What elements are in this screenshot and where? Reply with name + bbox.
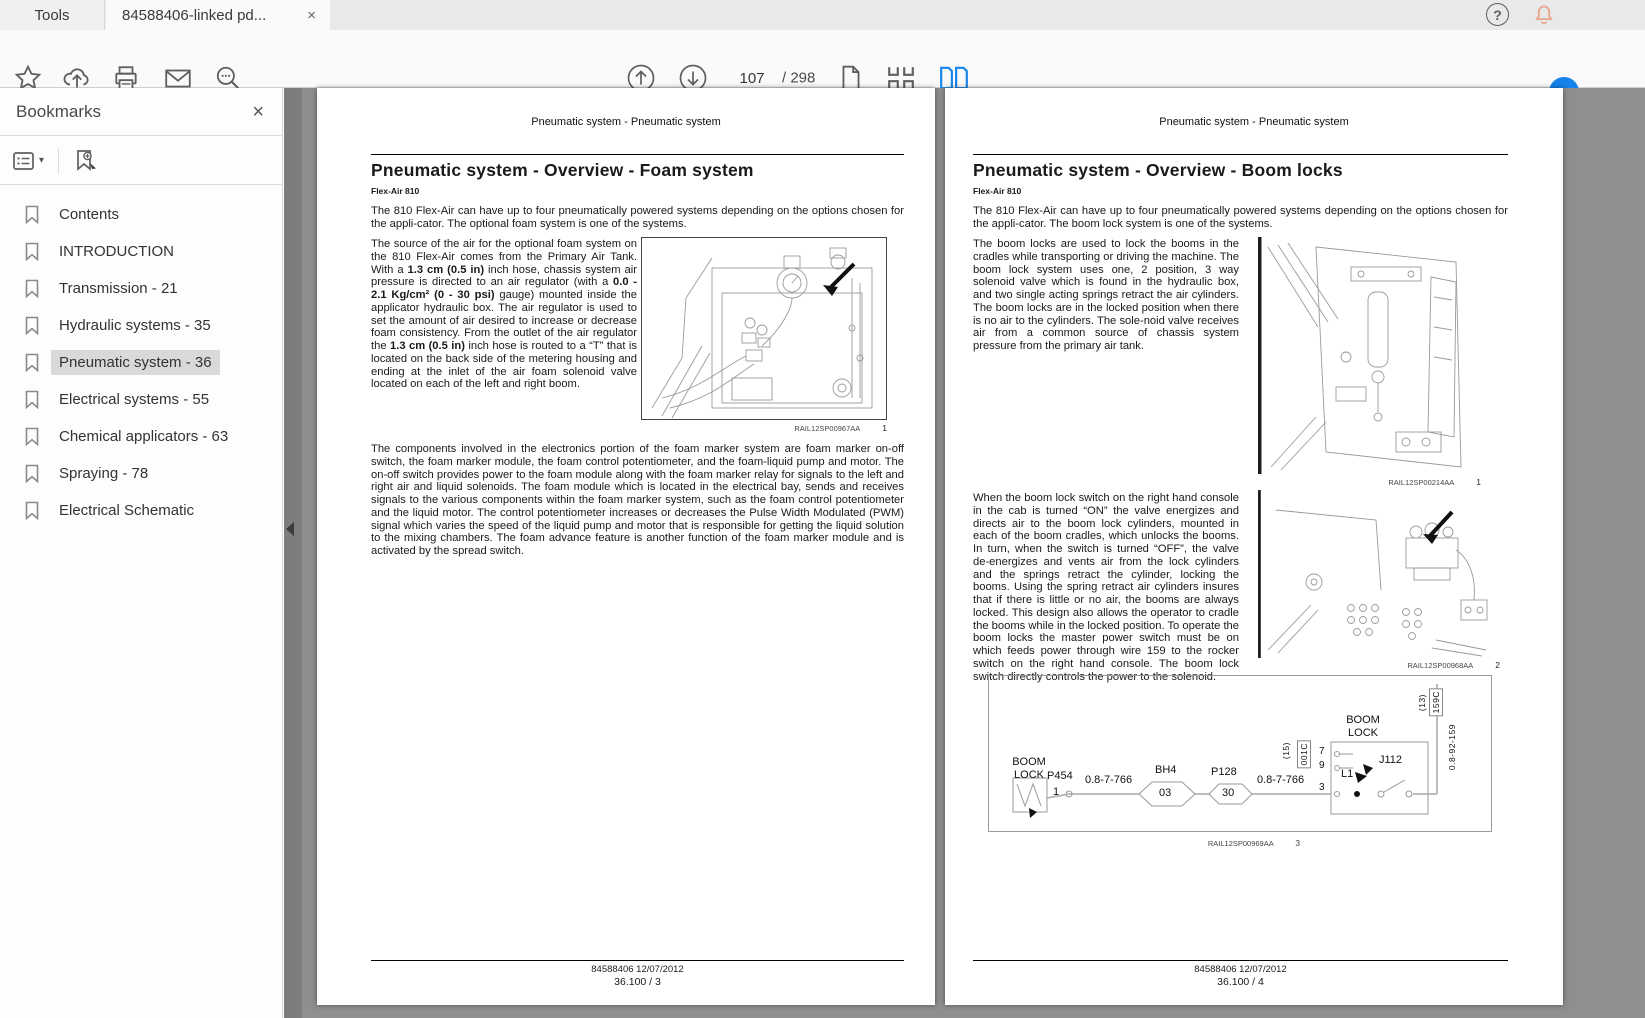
sidebar-item-introduction[interactable] <box>0 233 282 270</box>
sidebar-item-contents[interactable] <box>0 196 282 233</box>
figure-caption <box>1256 477 1481 487</box>
diagram-label-conn001c: 001C <box>1297 740 1311 768</box>
toolbar-separator <box>58 148 59 174</box>
sidebar-item-label: Spraying - 78 <box>59 465 149 482</box>
page-footer <box>973 960 1508 988</box>
figure-caption <box>1256 660 1500 670</box>
help-glyph: ? <box>1493 6 1502 23</box>
diagram-label-p454: P454 <box>1047 770 1073 782</box>
diagram-label-l1: L1 <box>1341 768 1354 780</box>
bookmark-flag-icon <box>24 205 40 224</box>
bookmark-options-icon[interactable] <box>12 150 44 172</box>
sidebar-item-label: Chemical applicators - 63 <box>59 428 229 445</box>
tab-tools-label: Tools <box>34 6 70 24</box>
figure-boom-lock-valve <box>1256 490 1500 658</box>
bookmarks-list <box>0 196 282 529</box>
footer-rule <box>371 960 904 961</box>
figure-caption <box>641 423 887 433</box>
bell-glyph <box>1533 4 1555 26</box>
sidebar-item-label: Contents <box>59 206 120 223</box>
title-rule <box>973 154 1508 155</box>
main-toolbar <box>0 30 1645 88</box>
chevron-down-icon: ▾ <box>39 155 45 166</box>
bookmark-flag-icon <box>24 353 40 372</box>
footer-page-number: 36.100 / 4 <box>1217 976 1264 988</box>
bookmark-flag-icon <box>24 242 40 261</box>
bookmark-flag-icon <box>24 464 40 483</box>
paragraph: The 810 Flex-Air can have up to four pneumatically powered systems depending on the options chosen for the appli-cator. The optional foam system is one of the systems. <box>371 205 904 230</box>
diagram-label-pin3: 3 <box>1319 782 1325 793</box>
running-header: Pneumatic system - Pneumatic system <box>531 116 721 128</box>
footer-page-number: 36.100 / 3 <box>614 976 661 988</box>
foam-system-drawing <box>642 238 886 419</box>
sidebar-item-hydraulic-systems[interactable] <box>0 307 282 344</box>
bookmark-flag-icon <box>24 427 40 446</box>
page-total-label: / 298 <box>782 69 816 87</box>
figure-foam-system <box>641 237 887 420</box>
section-title: Pneumatic system - Overview - Foam system <box>371 160 754 180</box>
diagram-label-bh4: BH4 <box>1155 764 1177 776</box>
sidebar-item-label: Pneumatic system - 36 <box>51 350 220 375</box>
bookmarks-title: Bookmarks <box>16 101 102 121</box>
panel-splitter[interactable] <box>284 88 302 1018</box>
model-label: Flex-Air 810 <box>973 186 1022 196</box>
diagram-label-boom-lock-right: BOOM LOCK <box>1346 714 1380 739</box>
boom-cradle-drawing <box>1256 237 1481 474</box>
pdf-page-right <box>945 88 1563 1005</box>
section-title: Pneumatic system - Overview - Boom locks <box>973 160 1343 180</box>
model-label: Flex-Air 810 <box>371 186 420 196</box>
boom-lock-valve-drawing <box>1256 490 1500 658</box>
diagram-label-boom-lock-left: BOOM LOCK <box>1012 756 1046 781</box>
figure-caption-code: RAIL12SP00214AA <box>1388 478 1455 487</box>
sidebar-item-label: Electrical Schematic <box>59 502 195 519</box>
wiring-lines <box>989 676 1491 831</box>
diagram-label-pin9: 9 <box>1319 760 1325 771</box>
tab-document[interactable] <box>106 0 330 30</box>
pdf-page-left <box>317 88 935 1005</box>
collapse-panel-icon[interactable] <box>286 522 294 536</box>
diagram-label-pin1: 1 <box>1053 786 1060 798</box>
notifications-bell-icon[interactable] <box>1533 4 1555 26</box>
running-header: Pneumatic system - Pneumatic system <box>1159 116 1349 128</box>
document-canvas <box>302 88 1645 1018</box>
bookmark-flag-icon <box>24 316 40 335</box>
diagram-label-conn13: (13) <box>1417 694 1427 712</box>
sidebar-item-spraying[interactable] <box>0 455 282 492</box>
diagram-label-wire2: 0.8-7-766 <box>1257 774 1305 786</box>
sidebar-item-chemical-applicators[interactable] <box>0 418 282 455</box>
tab-document-label: 84588406-linked pd... <box>122 6 267 24</box>
sidebar-item-transmission[interactable] <box>0 270 282 307</box>
diagram-label-conn15: (15) <box>1281 742 1291 760</box>
diagram-label-wire1: 0.8-7-766 <box>1085 774 1133 786</box>
paragraph: The source of the air for the optional foam system on the 810 Flex-Air comes from the Primary Air Tank. With a 1.3 cm (0.5 in) inch hose, chassis system air pressure is directed to an air regulator (with a 0.0 - 2.1 Kg/cm² (0 - 30 psi) gauge) mounted inside the applicator hydraulic box. The air regulator is used to set the amount of air desired to increase or decrease foam consistency. From the outlet of the air regulator the 1.3 cm (0.5 in) inch hose is routed to a “T” that is located on the back side of the metering housing and ending at the inlet of the air foam solenoid valve located on each of the left and right boom. <box>371 238 637 391</box>
bookmark-flag-icon <box>24 501 40 520</box>
paragraph: The boom locks are used to lock the booms in the cradles while transporting or driving the machine. The boom lock system uses one, 2 position, 3 way solenoid valve which is found in the hydraulic box, and two single acting springs retract the air cylinders. The boom locks are in the locked position when there is no air to the cylinders. The sole-noid valve receives air from a common source of chassis system pressure from the primary air tank. <box>973 238 1239 353</box>
diagram-label-p128-pin: 30 <box>1222 787 1235 799</box>
add-bookmark-icon[interactable] <box>73 148 99 174</box>
sidebar-item-pneumatic-system[interactable] <box>0 344 282 381</box>
footer-doc-id: 84588406 12/07/2012 <box>591 964 684 975</box>
boom-lock-wiring-diagram <box>988 675 1492 832</box>
bookmark-flag-icon <box>24 279 40 298</box>
sidebar-item-label: Transmission - 21 <box>59 280 178 297</box>
sidebar-item-electrical-systems[interactable] <box>0 381 282 418</box>
diagram-label-pin7: 7 <box>1319 746 1325 757</box>
footer-rule <box>973 960 1508 961</box>
figure-number: 1 <box>882 423 887 433</box>
figure-caption-code: RAIL12SP00969AA <box>1207 839 1274 848</box>
diagram-label-j112: J112 <box>1379 754 1403 766</box>
diagram-label-bh4-pin: 03 <box>1159 787 1172 799</box>
tab-bar <box>0 0 1645 30</box>
sidebar-item-electrical-schematic[interactable] <box>0 492 282 529</box>
sidebar-item-label: Electrical systems - 55 <box>59 391 210 408</box>
sidebar-item-label: INTRODUCTION <box>59 243 174 260</box>
figure-caption-code: RAIL12SP00967AA <box>794 424 861 433</box>
figure-number: 2 <box>1495 660 1500 670</box>
diagram-label-p128: P128 <box>1211 766 1237 778</box>
bookmarks-toolbar <box>0 137 282 185</box>
figure-boom-cradle <box>1256 237 1481 474</box>
bookmarks-close-icon[interactable]: × <box>252 100 264 123</box>
paragraph: The 810 Flex-Air can have up to four pneumatically powered systems depending on the options chosen for the appli-cator. The boom lock system is one of the systems. <box>973 205 1508 230</box>
title-rule <box>371 154 904 155</box>
help-icon[interactable] <box>1486 3 1509 26</box>
diagram-label-conn159c: 159C <box>1429 688 1443 716</box>
paragraph: The components involved in the electronics portion of the foam marker system are foam marker on-off switch, the foam marker module, the foam control potentiometer, and the foam-liquid pump and motor. The on-off switch provides power to the foam module along with the foam marker relay for signals to the left and right air and liquid solenoids. The foam module which is located in the electrical bay, sends and receives signals to the various components within the foam marker system, such as the foam control potentiometer and the liquid motor. The control potentiometer increases or decreases the Pulse Width Modulated (PWM) signal which varies the speed of the liquid pump and motor that is responsible for getting the liquid solution to the mixing chambers. The foam advance feature is another function of the foam marker module and is activated by the spread switch. <box>371 443 904 558</box>
bookmarks-header <box>0 88 282 136</box>
figure-number: 1 <box>1476 477 1481 487</box>
figure-number: 3 <box>1295 838 1301 848</box>
diagram-caption <box>945 838 1563 848</box>
sidebar-item-label: Hydraulic systems - 35 <box>59 317 211 334</box>
figure-caption-code: RAIL12SP00968AA <box>1407 661 1474 670</box>
bookmarks-panel <box>0 88 283 1018</box>
page-footer <box>371 960 904 988</box>
footer-doc-id: 84588406 12/07/2012 <box>1194 964 1287 975</box>
paragraph: When the boom lock switch on the right hand console in the cab is turned “ON” the valve energizes and directs air to the boom lock cylinders, mounted in each of the boom cradles, which unlocks the booms. In turn, when the switch is turned “OFF”, the valve de-energizes and vents air from the lock cylinders and the springs retract the cylinder, locking the booms. Using the spring retract air cylinders insures that if there is little or no air, the booms are always locked. This design also allows the operator to cradle the booms while in the locked position. To operate the boom locks the master power switch must be on which feeds power through wire 159 to the rocker switch on the right hand console. The boom lock switch directly controls the power to the solenoid. <box>973 492 1239 683</box>
tab-tools[interactable] <box>0 0 105 30</box>
diagram-label-wire3: 0.8-92-159 <box>1447 724 1457 771</box>
tab-close-icon[interactable]: × <box>307 6 316 24</box>
bookmark-flag-icon <box>24 390 40 409</box>
